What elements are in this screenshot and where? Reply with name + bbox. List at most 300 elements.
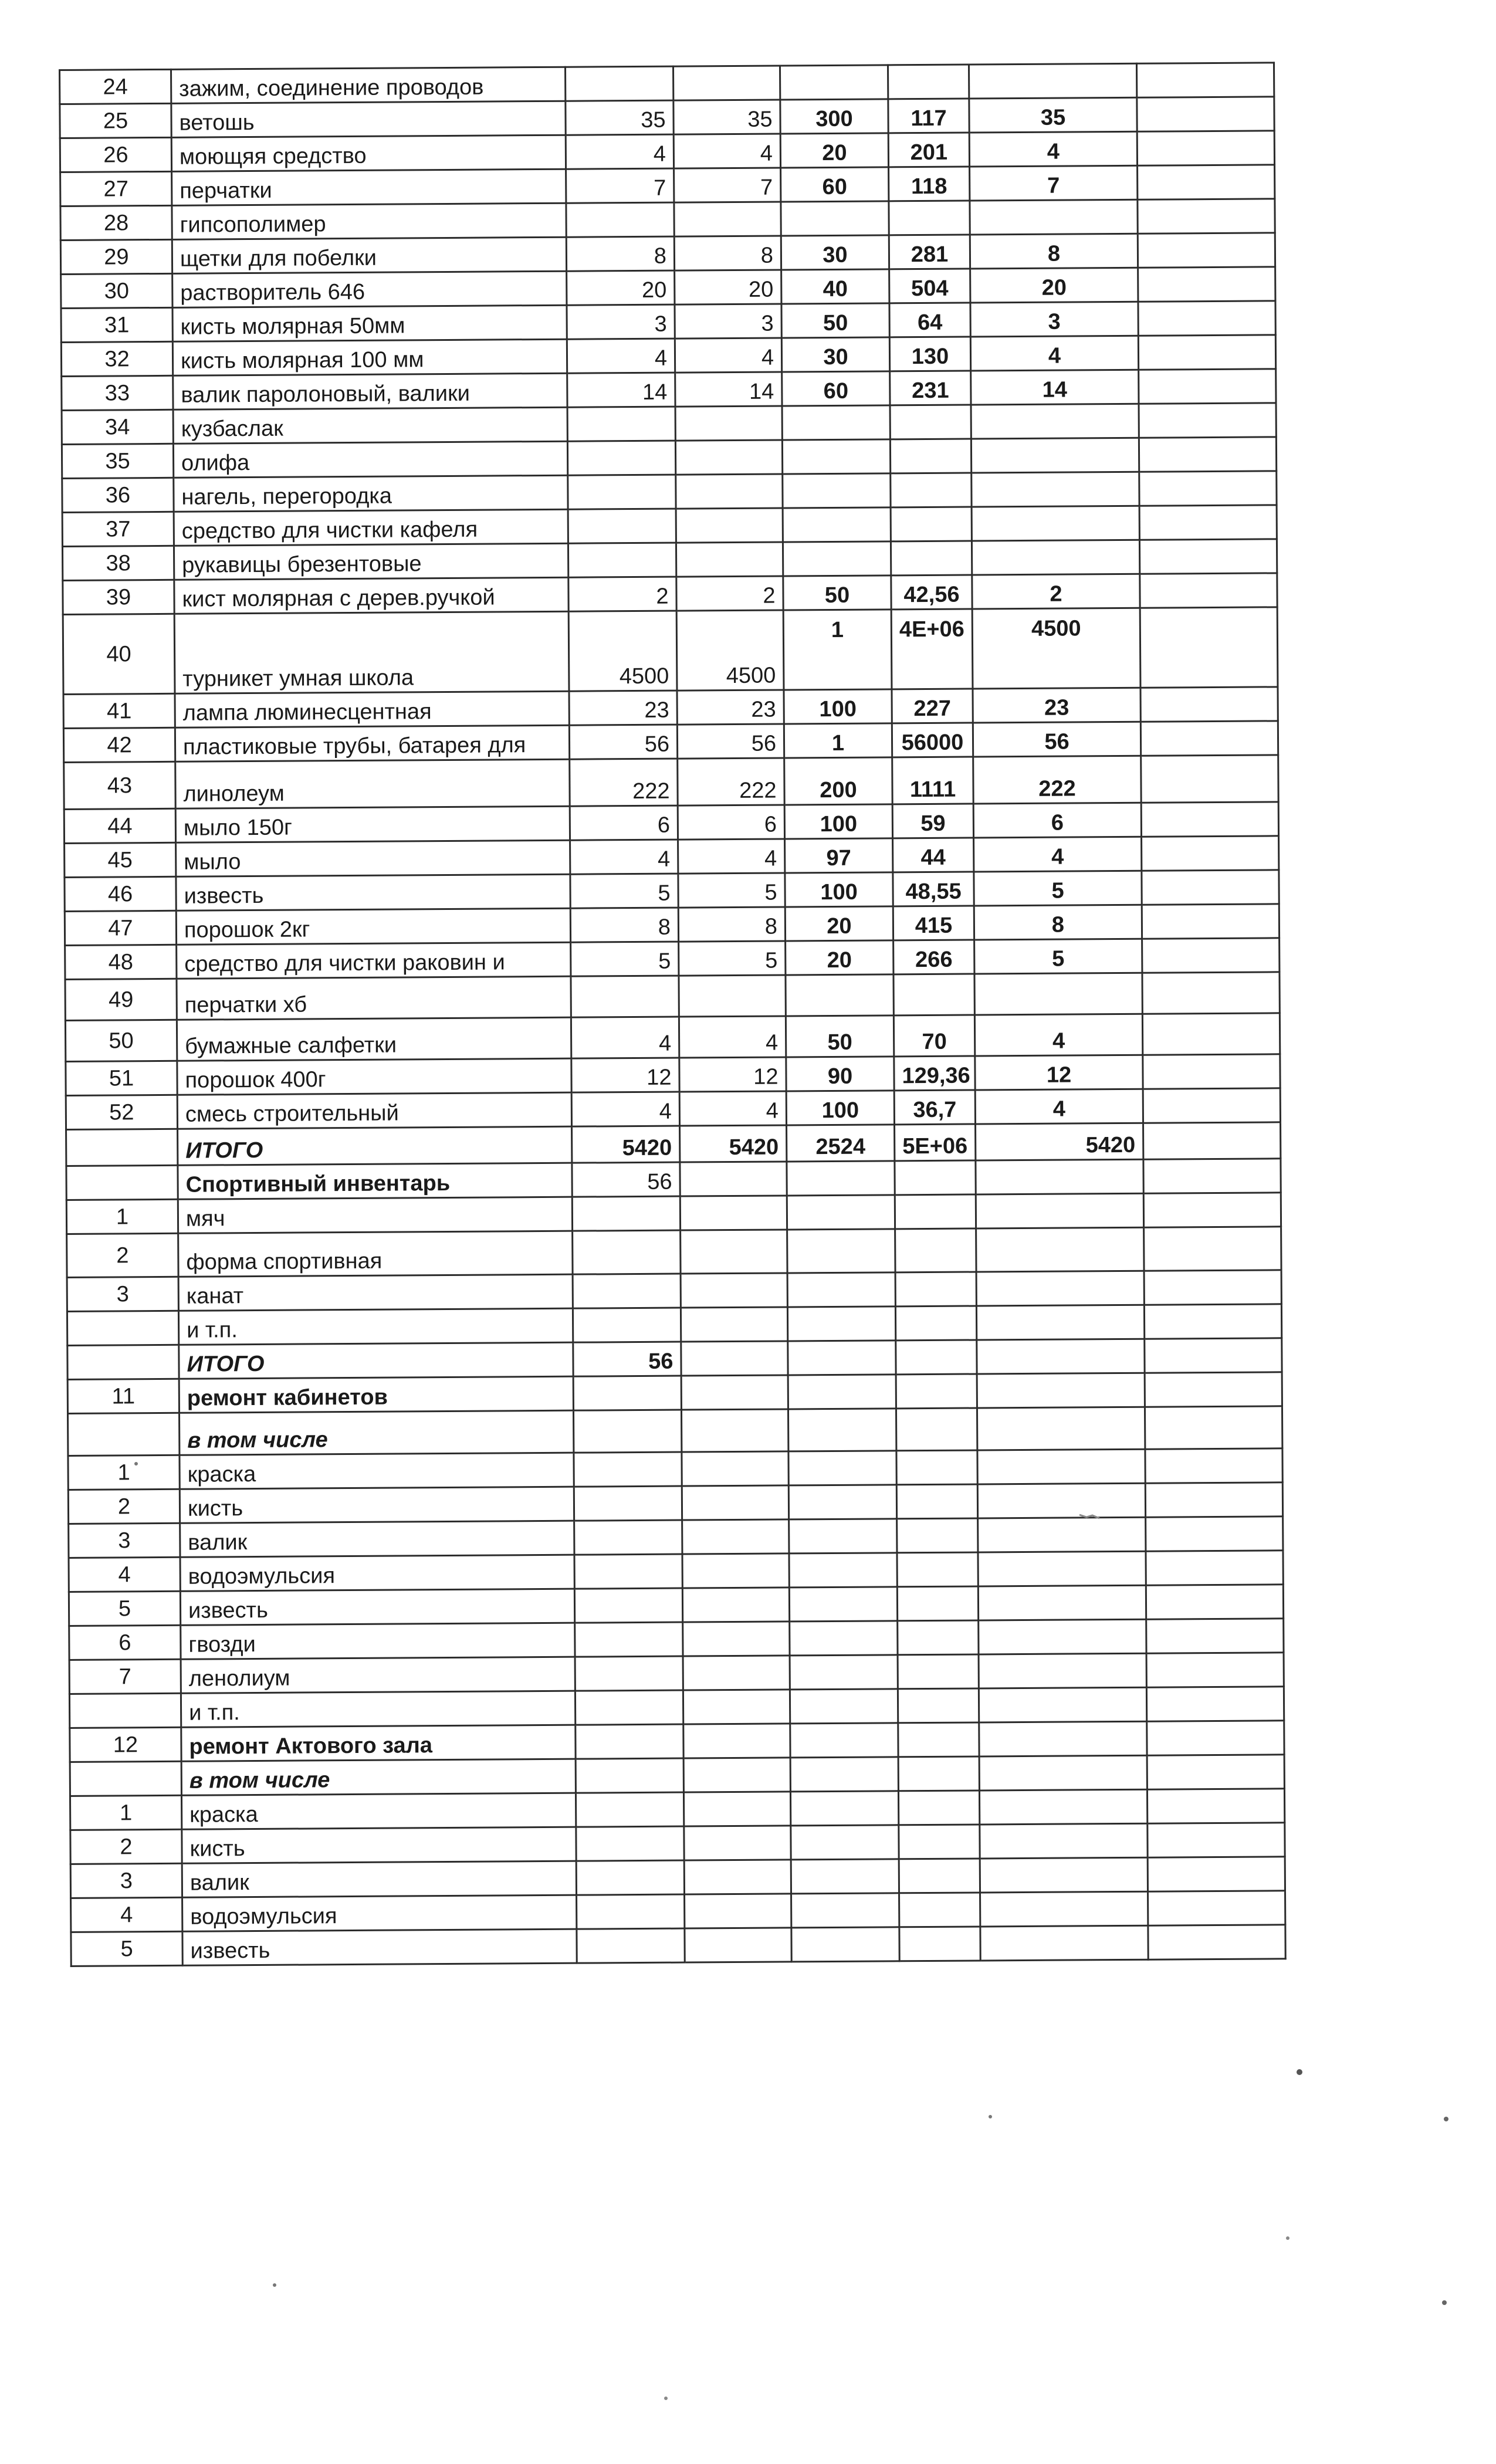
value-cell-col-3: 100	[785, 872, 893, 907]
value-cell-col-3	[783, 473, 891, 508]
value-cell-col-6	[1142, 870, 1279, 905]
item-name: кисть молярная 100 мм	[172, 339, 567, 375]
value-cell-col-5: 6	[973, 803, 1141, 838]
value-cell-col-3: 100	[786, 1091, 894, 1125]
row-number: 5	[71, 1931, 182, 1966]
value-cell-col-1	[566, 202, 674, 237]
row-number: 51	[66, 1061, 177, 1095]
item-name: кузбаслак	[173, 407, 567, 444]
value-cell-col-3	[783, 541, 891, 576]
item-name: рукавицы брезентовые	[174, 543, 568, 580]
value-cell-col-6	[1139, 539, 1277, 574]
value-cell-col-3	[790, 1621, 898, 1656]
value-cell-col-3: 300	[780, 99, 888, 134]
value-cell-col-3	[787, 1272, 895, 1307]
value-cell-col-5: 4	[974, 1014, 1142, 1056]
table-row	[65, 972, 1280, 1021]
value-cell-col-1: 8	[566, 236, 674, 271]
row-number: 41	[63, 693, 175, 728]
row-number: 29	[60, 239, 172, 274]
value-cell-col-2: 56	[677, 724, 784, 759]
value-cell-col-5: 5420	[976, 1123, 1143, 1160]
item-name: известь	[176, 874, 570, 911]
row-number: 42	[63, 727, 175, 762]
value-cell-col-2	[680, 1196, 787, 1230]
value-cell-col-6	[1144, 1270, 1281, 1305]
value-cell-col-1	[568, 475, 676, 509]
value-cell-col-5	[976, 1159, 1143, 1194]
row-number: 37	[62, 512, 174, 546]
value-cell-col-2	[679, 975, 786, 1017]
item-name: в том числе	[181, 1759, 576, 1795]
value-cell-col-4	[897, 1586, 978, 1621]
value-cell-col-3	[782, 439, 890, 474]
value-cell-col-2	[674, 202, 781, 236]
row-number	[67, 1345, 179, 1379]
value-cell-col-4	[896, 1340, 977, 1375]
row-number	[69, 1693, 181, 1728]
value-cell-col-1: 20	[567, 270, 675, 305]
value-cell-col-3: 50	[786, 1016, 893, 1057]
scanned-sheet	[59, 62, 1285, 1967]
row-number: 32	[61, 341, 172, 376]
row-number	[70, 1761, 181, 1796]
value-cell-col-5	[974, 973, 1142, 1015]
value-cell-col-4	[898, 1722, 979, 1757]
item-name: валик паролоновый, валики	[173, 373, 567, 409]
value-cell-col-5	[971, 438, 1139, 473]
value-cell-col-4: 4E+06	[891, 609, 973, 689]
value-cell-col-3	[787, 1161, 895, 1196]
row-number: 30	[61, 273, 172, 308]
item-name: ремонт кабинетов	[179, 1376, 573, 1413]
item-name: ИТОГО	[179, 1342, 573, 1379]
row-number: 39	[63, 580, 174, 614]
item-name: гипсополимер	[172, 203, 566, 239]
value-cell-col-6	[1145, 1338, 1282, 1373]
value-cell-col-2: 4	[678, 839, 785, 874]
item-name: канат	[178, 1274, 573, 1311]
row-number: 35	[62, 444, 173, 478]
value-cell-col-5	[977, 1449, 1145, 1484]
value-cell-col-4: 5E+06	[895, 1124, 976, 1161]
row-number: 1	[70, 1795, 181, 1830]
value-cell-col-6	[1141, 755, 1278, 803]
value-cell-col-3: 1	[783, 610, 892, 690]
value-cell-col-4	[889, 201, 970, 235]
value-cell-col-6	[1139, 369, 1276, 404]
value-cell-col-4	[895, 1272, 976, 1307]
value-cell-col-4	[890, 405, 971, 439]
value-cell-col-4	[888, 65, 969, 99]
value-cell-col-5: 14	[971, 370, 1139, 405]
value-cell-col-1: 56	[569, 725, 677, 759]
value-cell-col-3	[781, 201, 889, 236]
value-cell-col-6	[1146, 1653, 1284, 1687]
row-number: 31	[61, 307, 172, 342]
value-cell-col-3	[788, 1409, 896, 1451]
value-cell-col-6	[1137, 97, 1274, 131]
value-cell-col-3	[788, 1375, 896, 1409]
value-cell-col-2	[681, 1341, 788, 1376]
value-cell-col-4: 201	[888, 133, 969, 167]
value-cell-col-1: 8	[570, 908, 678, 942]
value-cell-col-3	[788, 1451, 896, 1485]
item-name: валик	[180, 1521, 574, 1557]
value-cell-col-4	[890, 439, 971, 473]
value-cell-col-6	[1148, 1891, 1285, 1925]
value-cell-col-2	[680, 1162, 787, 1196]
value-cell-col-2: 4	[679, 1016, 786, 1058]
value-cell-col-1	[571, 976, 679, 1017]
item-name: и т.п.	[178, 1308, 573, 1345]
value-cell-col-5: 23	[973, 688, 1140, 723]
item-name: лампа люминесцентная	[175, 691, 569, 727]
table-row	[63, 607, 1278, 695]
row-number: 3	[70, 1863, 182, 1898]
value-cell-col-4	[891, 541, 972, 576]
value-cell-col-5: 7	[970, 165, 1138, 201]
item-name: линолеум	[175, 759, 570, 808]
value-cell-col-2: 5	[679, 941, 786, 976]
item-name: форма спортивная	[178, 1231, 573, 1277]
value-cell-col-4: 227	[892, 689, 973, 723]
value-cell-col-3	[787, 1229, 895, 1273]
value-cell-col-2: 4500	[676, 610, 784, 691]
value-cell-col-5: 4500	[972, 608, 1140, 689]
value-cell-col-1	[576, 1826, 684, 1861]
item-name: щетки для побелки	[172, 237, 566, 273]
value-cell-col-6	[1139, 437, 1276, 472]
value-cell-col-1	[573, 1308, 681, 1342]
value-cell-col-4: 70	[893, 1015, 974, 1057]
value-cell-col-1: 5420	[572, 1126, 680, 1163]
value-cell-col-4: 59	[892, 804, 973, 838]
value-cell-col-2	[684, 1826, 791, 1860]
value-cell-col-2: 14	[675, 372, 782, 407]
value-cell-col-6	[1143, 1088, 1280, 1123]
value-cell-col-5	[978, 1517, 1146, 1552]
value-cell-col-5	[977, 1339, 1145, 1374]
value-cell-col-3: 50	[783, 576, 891, 610]
item-name: мыло	[176, 840, 570, 876]
item-name: зажим, соединение проводов	[171, 67, 566, 103]
value-cell-col-4: 117	[888, 99, 969, 133]
table-row	[67, 1227, 1281, 1278]
value-cell-col-6	[1147, 1755, 1284, 1789]
value-cell-col-2: 5	[678, 873, 785, 908]
value-cell-col-6	[1147, 1789, 1284, 1823]
row-number	[66, 1129, 178, 1166]
item-name: турникет умная школа	[174, 611, 569, 693]
item-name: мяч	[178, 1197, 572, 1233]
row-number: 38	[62, 546, 174, 580]
value-cell-col-2: 8	[678, 907, 785, 942]
row-number: 50	[65, 1020, 177, 1061]
value-cell-col-2	[685, 1894, 791, 1928]
item-name: валик	[182, 1861, 576, 1897]
table-row	[64, 755, 1278, 810]
value-cell-col-1	[576, 1792, 683, 1827]
value-cell-col-4	[895, 1228, 976, 1272]
value-cell-col-2: 6	[678, 805, 784, 840]
value-cell-col-1: 14	[567, 373, 675, 407]
value-cell-col-4	[896, 1450, 977, 1485]
value-cell-col-1: 23	[569, 691, 677, 725]
value-cell-col-6	[1145, 1483, 1282, 1517]
item-name: средство для чистки раковин и	[177, 942, 571, 979]
value-cell-col-6	[1146, 1551, 1283, 1585]
item-name: в том числе	[179, 1410, 573, 1455]
value-cell-col-5: 2	[972, 574, 1140, 609]
value-cell-col-5: 35	[969, 97, 1137, 133]
value-cell-col-6	[1140, 607, 1278, 688]
value-cell-col-2	[682, 1485, 788, 1520]
value-cell-col-1: 35	[566, 100, 673, 135]
value-cell-col-6	[1138, 165, 1275, 199]
value-cell-col-6	[1143, 1122, 1281, 1159]
value-cell-col-1	[574, 1520, 682, 1555]
row-number: 2	[70, 1829, 182, 1864]
value-cell-col-2: 5420	[680, 1125, 787, 1162]
item-name: моющяя средство	[171, 135, 566, 171]
value-cell-col-5: 4	[974, 837, 1142, 872]
value-cell-col-5	[977, 1483, 1145, 1518]
value-cell-col-5	[980, 1823, 1148, 1859]
value-cell-col-4	[896, 1484, 977, 1519]
row-number: 3	[69, 1523, 180, 1558]
value-cell-col-4	[896, 1374, 977, 1409]
value-cell-col-6	[1144, 1304, 1281, 1339]
value-cell-col-6	[1136, 63, 1274, 97]
value-cell-col-1	[574, 1452, 682, 1487]
value-cell-col-5	[980, 1857, 1148, 1893]
value-cell-col-1	[577, 1894, 685, 1929]
value-cell-col-1	[575, 1690, 683, 1725]
value-cell-col-2	[676, 508, 783, 543]
value-cell-col-1: 56	[572, 1162, 680, 1197]
value-cell-col-4: 266	[893, 940, 974, 974]
row-number: 12	[70, 1727, 181, 1762]
value-cell-col-4	[898, 1688, 979, 1723]
value-cell-col-1: 3	[567, 304, 675, 339]
value-cell-col-4	[899, 1893, 980, 1927]
value-cell-col-1: 4	[570, 840, 678, 874]
value-cell-col-5	[979, 1789, 1147, 1825]
value-cell-col-1: 222	[570, 759, 678, 806]
value-cell-col-3: 100	[784, 689, 892, 724]
value-cell-col-3: 30	[781, 337, 889, 372]
row-number: 49	[65, 979, 177, 1020]
value-cell-col-5	[978, 1585, 1146, 1620]
item-name: гвозди	[181, 1623, 575, 1659]
value-cell-col-4	[896, 1408, 977, 1451]
value-cell-col-2	[682, 1519, 789, 1554]
value-cell-col-2: 20	[675, 270, 781, 304]
value-cell-col-4	[898, 1791, 979, 1825]
value-cell-col-6	[1148, 1925, 1285, 1959]
row-number: 48	[65, 945, 177, 979]
value-cell-col-6	[1143, 1054, 1280, 1089]
item-name: водоэмульсия	[182, 1895, 577, 1931]
value-cell-col-6	[1141, 802, 1278, 837]
value-cell-col-6	[1139, 505, 1277, 540]
value-cell-col-3: 50	[781, 303, 889, 338]
value-cell-col-2: 7	[674, 168, 781, 202]
value-cell-col-1	[575, 1622, 683, 1657]
value-cell-col-5: 4	[970, 336, 1138, 371]
value-cell-col-2	[683, 1690, 790, 1724]
value-cell-col-4	[891, 507, 972, 541]
value-cell-col-4	[898, 1756, 979, 1791]
value-cell-col-6	[1139, 471, 1277, 506]
row-number	[67, 1413, 179, 1456]
value-cell-col-2: 4	[679, 1091, 786, 1126]
value-cell-col-3: 100	[784, 804, 892, 839]
value-cell-col-1	[567, 407, 675, 441]
row-number: 40	[63, 614, 175, 694]
value-cell-col-3: 20	[785, 906, 893, 941]
item-name: олифа	[173, 441, 567, 478]
row-number: 45	[65, 842, 176, 877]
item-name: средство для чистки кафеля	[174, 509, 568, 546]
value-cell-col-3: 90	[786, 1057, 894, 1091]
value-cell-col-2	[683, 1758, 790, 1792]
value-cell-col-6	[1146, 1687, 1284, 1721]
value-cell-col-3	[780, 65, 888, 100]
value-cell-col-5	[979, 1721, 1147, 1756]
value-cell-col-6	[1145, 1448, 1282, 1483]
value-cell-col-6	[1146, 1517, 1283, 1551]
value-cell-col-5: 4	[975, 1089, 1143, 1124]
value-cell-col-4	[898, 1654, 979, 1689]
value-cell-col-6	[1139, 403, 1276, 438]
value-cell-col-4	[895, 1306, 976, 1341]
item-name: бумажные салфетки	[177, 1017, 571, 1061]
value-cell-col-6	[1144, 1227, 1281, 1271]
value-cell-col-3: 40	[781, 269, 889, 304]
value-cell-col-3: 60	[781, 167, 889, 202]
row-number	[67, 1311, 178, 1345]
value-cell-col-4: 42,56	[891, 575, 972, 610]
value-cell-col-5	[976, 1227, 1144, 1272]
item-name: известь	[180, 1589, 574, 1625]
value-cell-col-6	[1142, 972, 1280, 1014]
value-cell-col-3	[786, 974, 893, 1016]
value-cell-col-1	[572, 1196, 680, 1231]
value-cell-col-2	[675, 406, 782, 441]
value-cell-col-5	[972, 472, 1139, 507]
value-cell-col-6	[1147, 1721, 1284, 1755]
item-name: водоэмульсия	[180, 1555, 574, 1591]
value-cell-col-1: 56	[573, 1342, 681, 1376]
value-cell-col-6	[1148, 1823, 1285, 1857]
row-number: 47	[65, 911, 176, 945]
row-number: 11	[67, 1379, 179, 1413]
inventory-table	[59, 62, 1287, 1967]
value-cell-col-4: 36,7	[894, 1090, 975, 1125]
value-cell-col-1: 12	[571, 1058, 679, 1092]
value-cell-col-2	[683, 1724, 790, 1758]
value-cell-col-6	[1138, 335, 1275, 370]
value-cell-col-5	[977, 1373, 1145, 1408]
value-cell-col-1	[574, 1588, 682, 1623]
value-cell-col-1	[575, 1656, 683, 1691]
value-cell-col-2	[673, 66, 780, 100]
item-name: ремонт Актового зала	[181, 1725, 576, 1761]
value-cell-col-3	[787, 1307, 895, 1341]
item-name: перчатки хб	[177, 976, 571, 1020]
row-number	[66, 1165, 178, 1200]
value-cell-col-6	[1138, 267, 1275, 302]
item-name: Спортивный инвентарь	[178, 1163, 572, 1199]
value-cell-col-5: 8	[970, 233, 1138, 269]
value-cell-col-4: 415	[893, 906, 974, 940]
value-cell-col-4	[893, 974, 974, 1016]
value-cell-col-5	[979, 1619, 1146, 1654]
row-number: 3	[67, 1277, 178, 1311]
value-cell-col-6	[1145, 1406, 1282, 1449]
value-cell-col-6	[1148, 1857, 1285, 1891]
value-cell-col-1	[576, 1860, 684, 1895]
value-cell-col-5: 5	[974, 871, 1142, 906]
item-name: растворитель 646	[172, 271, 567, 307]
value-cell-col-6	[1138, 233, 1275, 268]
value-cell-col-6	[1142, 938, 1280, 973]
value-cell-col-2	[681, 1375, 788, 1410]
value-cell-col-1	[576, 1758, 683, 1793]
item-name: порошок 400г	[177, 1058, 571, 1095]
value-cell-col-4: 231	[890, 371, 971, 405]
value-cell-col-5	[980, 1925, 1148, 1961]
value-cell-col-1: 4	[566, 134, 673, 169]
value-cell-col-1: 4	[571, 1017, 679, 1058]
row-number: 27	[60, 171, 172, 206]
value-cell-col-4	[899, 1825, 980, 1859]
row-number: 36	[62, 478, 174, 512]
value-cell-col-4: 504	[889, 269, 970, 303]
value-cell-col-4	[895, 1194, 976, 1229]
value-cell-col-3	[791, 1893, 899, 1928]
value-cell-col-6	[1146, 1585, 1283, 1619]
row-number: 43	[64, 761, 175, 809]
value-cell-col-2	[685, 1928, 791, 1962]
value-cell-col-1	[576, 1724, 683, 1759]
value-cell-col-2	[676, 542, 783, 577]
value-cell-col-1	[573, 1230, 681, 1274]
value-cell-col-1: 6	[570, 805, 678, 840]
row-number: 26	[60, 137, 171, 172]
row-number: 2	[67, 1233, 178, 1277]
item-name: и т.п.	[181, 1691, 575, 1727]
value-cell-col-2: 12	[679, 1057, 786, 1092]
value-cell-col-1	[568, 509, 676, 543]
value-cell-col-6	[1146, 1619, 1284, 1653]
item-name: кист молярная с дерев.ручкой	[174, 577, 568, 614]
item-name: кисть	[180, 1487, 574, 1523]
item-name: ветошь	[171, 101, 566, 137]
value-cell-col-4: 118	[889, 167, 970, 201]
value-cell-col-5	[972, 506, 1139, 541]
row-number: 6	[69, 1625, 181, 1660]
value-cell-col-3	[791, 1859, 899, 1894]
value-cell-col-4	[899, 1859, 980, 1893]
value-cell-col-6	[1143, 1159, 1281, 1193]
item-name: ленолиум	[181, 1657, 575, 1693]
value-cell-col-3	[787, 1195, 895, 1230]
value-cell-col-2	[675, 440, 782, 475]
value-cell-col-2	[683, 1656, 790, 1690]
